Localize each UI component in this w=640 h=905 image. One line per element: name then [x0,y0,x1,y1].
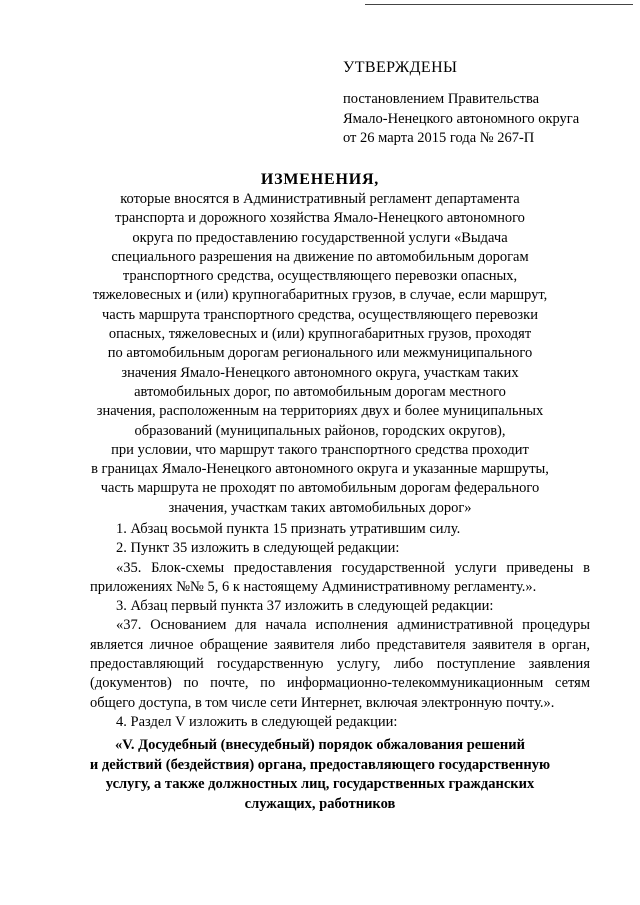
subtitle-line: специального разрешения на движение по автомобильным дорогам [111,248,529,265]
subtitle-line: значения, участкам таких автомобильных дорог» [168,499,472,516]
section-title-line: услугу, а также должностных лиц, государственных гражданских [105,776,535,792]
quote-point-37: «37. Основанием для начала исполнения административной процедуры является личное обращение заявителя либо представителя заявителя в орган, предоставляющий государственную услугу, либо поступление заявления (документов) по почте, по информационно-телекоммуникационным сетям общего доступа, в том числе сети Интернет, включая электронную почту.». [90,617,590,711]
subtitle-line: автомобильных дорог, по автомобильным дорогам местного [134,383,506,400]
subtitle-line: значения Ямало-Ненецкого автономного округа, участкам таких [121,364,519,381]
subtitle-line: опасных, тяжеловесных и (или) крупногабаритных грузов, проходят [108,326,532,343]
subtitle-line: которые вносятся в Административный регламент департамента [120,191,520,207]
document-title: ИЗМЕНЕНИЯ, [260,171,380,188]
paragraph-item-1: 1. Абзац восьмой пункта 15 признать утратившим силу. [116,521,461,537]
subtitle-line: округа по предоставлению государственной услуги «Выдача [132,229,508,246]
subtitle-line: часть маршрута транспортного средства, осуществляющего перевозки [102,306,538,323]
approval-heading: УТВЕРЖДЕНЫ [343,59,458,76]
subtitle-line: значения, расположенным на территориях двух и более муниципальных [96,403,544,420]
approval-line-1: постановлением Правительства [343,91,540,107]
section-title-line: «V. Досудебный (внесудебный) порядок обжалования решений [115,737,525,753]
document-subtitle [70,190,570,518]
subtitle-line: по автомобильным дорогам регионального или межмуниципального [107,345,533,362]
approval-line-2: Ямало-Ненецкого автономного округа [343,110,580,127]
subtitle-line: часть маршрута не проходят по автомобильным дорогам федерального [100,480,540,497]
subtitle-line: транспортного средства, осуществляющего перевозки опасных, [122,268,518,285]
section-title-line: и действий (бездействия) органа, предоставляющего государственную [89,756,551,773]
scan-edge-line [365,4,633,5]
paragraph-item-4: 4. Раздел V изложить в следующей редакции: [116,713,398,730]
paragraph-item-2: 2. Пункт 35 изложить в следующей редакции: [116,540,400,557]
approval-block [343,58,633,149]
subtitle-line: тяжеловесных и (или) крупногабаритных грузов, в случае, если маршрут, [92,287,548,304]
subtitle-line: образований (муниципальных районов, городских округов), [134,422,506,439]
subtitle-line: транспорта и дорожного хозяйства Ямало-Ненецкого автономного [115,210,525,227]
subtitle-line: в границах Ямало-Ненецкого автономного округа и указанные маршруты, [91,461,549,478]
section-title-line: служащих, работников [244,795,396,812]
subtitle-line: при условии, что маршрут такого транспортного средства проходит [111,441,529,458]
quote-point-35: «35. Блок-схемы предоставления государственной услуги приведены в приложениях №№ 5, 6 к настоящему Административному регламенту.». [90,559,590,595]
paragraph-item-3: 3. Абзац первый пункта 37 изложить в следующей редакции: [116,598,494,615]
document-body [90,520,590,732]
section-v-title [80,736,560,814]
approval-line-3: от 26 марта 2015 года № 267-П [343,130,535,146]
